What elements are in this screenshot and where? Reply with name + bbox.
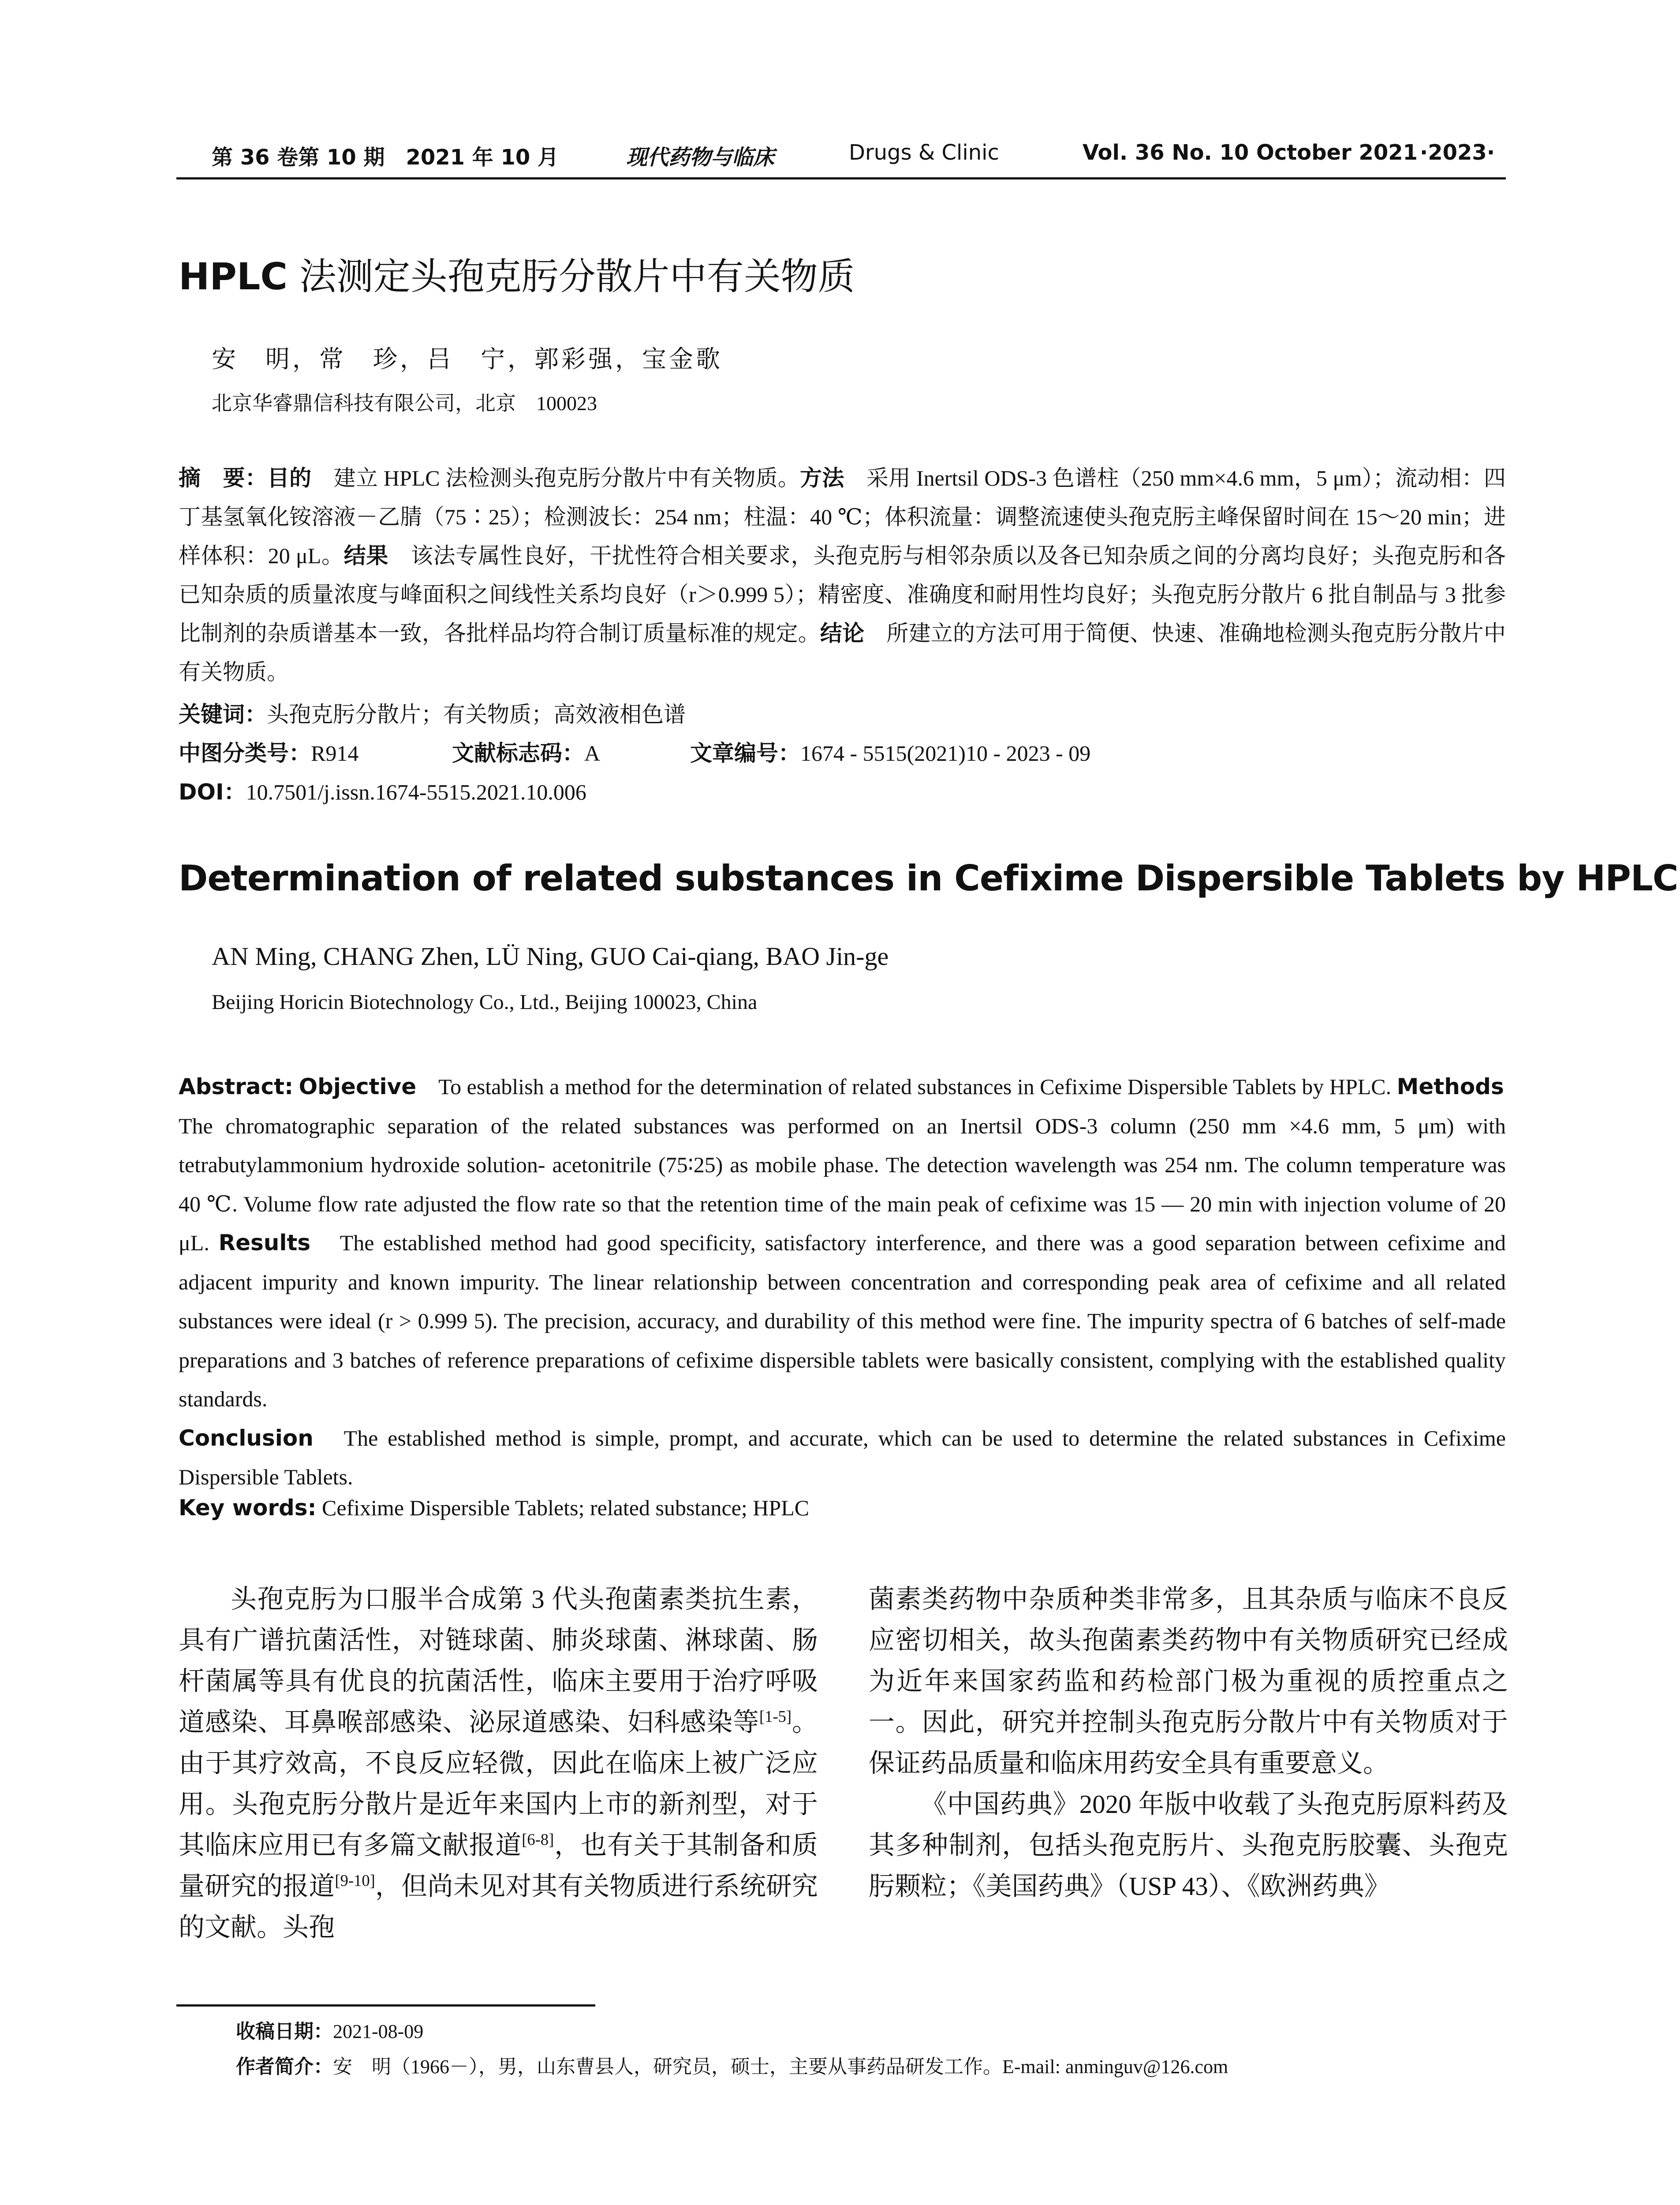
keywords-en-label: Key words: — [179, 1495, 317, 1521]
authors-en: AN Ming, CHANG Zhen, LÜ Ning, GUO Cai-qiang, BAO Jin-ge — [212, 942, 889, 971]
doi-label: DOI： — [179, 779, 246, 805]
conclusion-cn-text: 所建立的方法可用于简便、快速、准确地检测头孢克肟分散片中有关物质。 — [179, 621, 1506, 684]
citation-ref[interactable]: [9-10] — [335, 1871, 375, 1890]
title-cn-prefix: HPLC — [179, 255, 288, 298]
objective-en-text: To establish a method for the determination of related substances in Cefixime Dispersible Tablets by HPLC. — [416, 1074, 1397, 1099]
author-bio-label: 作者简介： — [236, 2056, 333, 2078]
classification-line — [179, 736, 1090, 767]
results-en-text: The established method had good specificity, satisfactory interference, and there was a good separation between cefixime and adjacent impurity and known impurity. The linear relationship between concentration and corresponding peak area of cefixime and all related substances were ideal (r > 0.999 5). The precision, accuracy, and durability of this method were fine. The impurity spectra of 6 batches of self-made preparations and 3 batches of reference preparations of cefixime dispersible tablets were basically consistent, complying with the established quality standards. — [179, 1230, 1506, 1411]
objective-cn-text: 建立 HPLC 法检测头孢克肟分散片中有关物质。 — [311, 466, 800, 490]
conclusion-en-text: The established method is simple, prompt, and accurate, which can be used to determine the related substances in Cefixime Dispersible Tablets. — [179, 1425, 1506, 1489]
doc-code-value: A — [584, 741, 601, 766]
title-en: Determination of related substances in Cefixime Dispersible Tablets by HPLC — [179, 858, 1678, 899]
keywords-cn-text: 头孢克肟分散片；有关物质；高效液相色谱 — [267, 702, 686, 727]
article-no-value: 1674 - 5515(2021)10 - 2023 - 09 — [800, 741, 1091, 766]
affiliation-cn: 北京华睿鼎信科技有限公司，北京 100023 — [212, 392, 597, 415]
article-no-group — [690, 736, 1090, 767]
abstract-en — [179, 1067, 1526, 1497]
citation-ref[interactable]: [6-8] — [522, 1830, 554, 1849]
conclusion-cn-label: 结论 — [820, 620, 865, 646]
body-p1-part-c: ，也有关于其制备和质量研究的报道 — [179, 1831, 818, 1901]
footnote-rule — [176, 2004, 595, 2007]
header-volume: Vol. 36 No. 10 October 2021 — [1083, 140, 1418, 165]
clc-group — [179, 736, 452, 767]
results-cn-label: 结果 — [343, 543, 389, 568]
header-journal-cn: 现代药物与临床 — [626, 146, 775, 169]
results-en-label: Results — [218, 1230, 311, 1256]
citation-ref[interactable]: [1-5] — [759, 1707, 792, 1726]
doc-code-group — [452, 736, 690, 767]
received-label: 收稿日期： — [236, 2020, 333, 2043]
received-date: 2021-08-09 — [333, 2021, 424, 2042]
footnote-author-bio — [236, 2051, 1228, 2079]
header-journal-en: Drugs & Clinic — [849, 140, 999, 165]
author-bio-text: 安 明（1966－），男，山东曹县人，研究员，硕士，主要从事药品研发工作。E-mail: anminguv@126.com — [333, 2056, 1228, 2078]
affiliation-en: Beijing Horicin Biotechnology Co., Ltd., Beijing 100023, China — [212, 990, 758, 1014]
title-cn — [179, 247, 855, 300]
header-issue: 第 36 卷第 10 期 2021 年 10 月 — [212, 145, 559, 170]
body-p1-part-a: 头孢克肟为口服半合成第 3 代头孢菌素类抗生素，具有广谱抗菌活性，对链球菌、肺炎球菌、淋球菌、肠杆菌属等具有优良的抗菌活性，临床主要用于治疗呼吸道感染、耳鼻喉部感染、泌尿道感染、妇科感染等 — [179, 1585, 818, 1737]
doc-code-label: 文献标志码： — [452, 740, 584, 766]
body-p1-part-b: 。由于其疗效高，不良反应轻微，因此在临床上被广泛应用。头孢克肟分散片是近年来国内上市的新剂型，对于其临床应用已有多篇文献报道 — [179, 1708, 818, 1860]
doi-line — [179, 774, 586, 806]
objective-en-label: Objective — [299, 1074, 417, 1099]
article-no-label: 文章编号： — [690, 740, 800, 766]
header-page-number: ·2023· — [1420, 140, 1495, 165]
abstract-en-label: Abstract: — [179, 1074, 294, 1099]
clc-label: 中图分类号： — [179, 740, 311, 766]
methods-en-text: The chromatographic separation of the related substances was performed on an Inertsil ODS-3 column (250 mm ×4.6 mm, 5 μm) with tetrabutylammonium hydroxide solution- acetonitrile (75∶25) as mobile phase. The detection wavelength was 254 nm. The column temperature was 40 ℃. Volume flow rate adjusted the flow rate so that the retention time of the main peak of cefixime was 15 — 20 min with injection volume of 20 μL. — [179, 1074, 1526, 1255]
authors-cn: 安 明，常 珍，吕 宁，郭彩强，宝金歌 — [212, 346, 723, 373]
methods-cn-label: 方法 — [800, 465, 844, 491]
conclusion-en-label: Conclusion — [179, 1425, 314, 1451]
body-column-left — [179, 1579, 818, 1948]
methods-cn-text: 采用 Inertsil ODS-3 色谱柱（250 mm×4.6 mm，5 μm）；流动相：四丁基氢氧化铵溶液－乙腈（75∶25）；检测波长：254 nm；柱温：40 ℃；体积流量：调整流速使头孢克肟主峰保留时间在 15～20 min；进样体积：20 μL。 — [179, 466, 1506, 568]
body-paragraph-1 — [179, 1579, 818, 1948]
keywords-en — [179, 1495, 809, 1521]
results-cn-text: 该法专属性良好，干扰性符合相关要求，头孢克肟与相邻杂质以及各已知杂质之间的分离均良好；头孢克肟和各已知杂质的质量浓度与峰面积之间线性关系均良好（r＞0.999 5）；精密度、准确度和耐用性均良好；头孢克肟分散片 6 批自制品与 3 批参比制剂的杂质谱基本一致，各批样品均符合制订质量标准的规定。 — [179, 543, 1506, 646]
body-paragraph-2: 《中国药典》2020 年版中收载了头孢克肟原料药及其多种制剂，包括头孢克肟片、头孢克肟胶囊、头孢克肟颗粒；《美国药典》（USP 43）、《欧洲药典》 — [869, 1790, 1508, 1901]
keywords-cn-label: 关键词： — [179, 702, 267, 727]
body-paragraph-1-continued: 菌素类药物中杂质种类非常多，且其杂质与临床不良反应密切相关，故头孢菌素类药物中有关物质研究已经成为近年来国家药监和药检部门极为重视的质控重点之一。因此，研究并控制头孢克肟分散片中有关物质对于保证药品质量和临床用药安全具有重要意义。 — [869, 1585, 1508, 1778]
header-rule — [176, 177, 1506, 179]
abstract-cn-label: 摘 要： — [179, 465, 267, 491]
abstract-cn — [179, 459, 1506, 691]
keywords-en-text: Cefixime Dispersible Tablets; related substance; HPLC — [316, 1495, 810, 1520]
clc-value: R914 — [311, 741, 359, 766]
doi-value[interactable]: 10.7501/j.issn.1674-5515.2021.10.006 — [246, 780, 586, 804]
keywords-cn — [179, 697, 686, 729]
methods-en-label: Methods — [1396, 1074, 1504, 1099]
title-cn-rest: 法测定头孢克肟分散片中有关物质 — [287, 255, 855, 298]
objective-cn-label: 目的 — [267, 465, 312, 491]
body-p1-part-d: ，但尚未见对其有关物质进行系统研究的文献。头孢 — [179, 1872, 818, 1942]
running-header — [176, 140, 1506, 180]
body-column-right — [869, 1579, 1508, 1907]
footnote-received — [236, 2015, 423, 2044]
